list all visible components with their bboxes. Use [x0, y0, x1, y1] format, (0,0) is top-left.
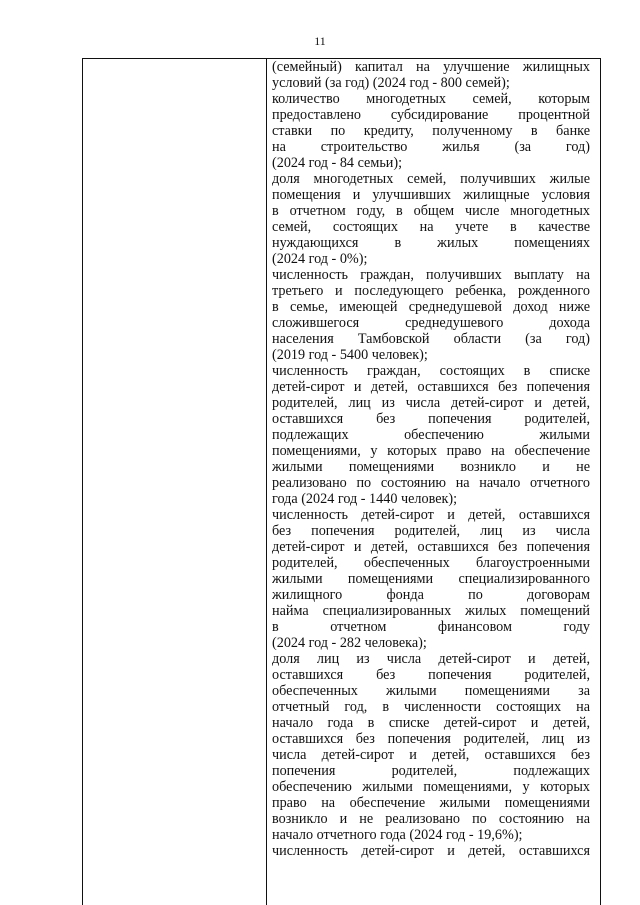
text-line: количество многодетных семей, которым	[272, 91, 590, 107]
text-line: возникло и не реализовано по состоянию на	[272, 811, 590, 827]
text-line: численность детей-сирот и детей, оставшихся	[272, 507, 590, 523]
text-line: попечения родителей, подлежащих	[272, 763, 590, 779]
text-line: помещениями, у которых право на обеспечение	[272, 443, 590, 459]
text-line: реализовано по состоянию на начало отчетного	[272, 475, 590, 491]
text-line: условий (за год) (2024 год - 800 семей);	[272, 75, 510, 91]
text-line: без попечения родителей, лиц из числа	[272, 523, 590, 539]
document-table	[82, 58, 601, 905]
text-line: отчетный год, в численности состоящих на	[272, 699, 590, 715]
text-line: оставшихся без попечения родителей,	[272, 411, 590, 427]
text-line: родителей, лиц из числа детей-сирот и детей,	[272, 395, 590, 411]
text-line: (2024 год - 0%);	[272, 251, 368, 267]
text-line: обеспечению жилыми помещениями, у которых	[272, 779, 590, 795]
text-line: сложившегося среднедушевого дохода	[272, 315, 590, 331]
table-left-column	[83, 59, 267, 905]
text-line: численность граждан, состоящих в списке	[272, 363, 590, 379]
text-line: на строительство жилья (за год)	[272, 139, 590, 155]
page-number: 11	[314, 34, 326, 48]
text-line: численность граждан, получивших выплату на	[272, 267, 590, 283]
text-line: третьего и последующего ребенка, рожденного	[272, 283, 590, 299]
text-line: (2024 год - 282 человека);	[272, 635, 427, 651]
table-right-column	[272, 59, 590, 905]
text-line: жилыми помещениями специализированного	[272, 571, 590, 587]
text-line: начало отчетного года (2024 год - 19,6%);	[272, 827, 523, 843]
text-line: семей, состоящих на учете в качестве	[272, 219, 590, 235]
text-line: найма специализированных жилых помещений	[272, 603, 590, 619]
text-line: в отчетном финансовом году	[272, 619, 590, 635]
text-line: право на обеспечение жилыми помещениями	[272, 795, 590, 811]
text-line: (2024 год - 84 семьи);	[272, 155, 403, 171]
text-line: предоставлено субсидирование процентной	[272, 107, 590, 123]
text-line: помещения и улучшивших жилищные условия	[272, 187, 590, 203]
text-line: детей-сирот и детей, оставшихся без попечения	[272, 539, 590, 555]
text-line: численность детей-сирот и детей, оставшихся	[272, 843, 590, 859]
text-line: оставшихся без попечения родителей, лиц из	[272, 731, 590, 747]
text-line: числа детей-сирот и детей, оставшихся без	[272, 747, 590, 763]
text-line: (2019 год - 5400 человек);	[272, 347, 428, 363]
text-line: в отчетном году, в общем числе многодетных	[272, 203, 590, 219]
text-line: нуждающихся в жилых помещениях	[272, 235, 590, 251]
text-line: начало года в списке детей-сирот и детей,	[272, 715, 590, 731]
text-line: ставки по кредиту, полученному в банке	[272, 123, 590, 139]
text-line: года (2024 год - 1440 человек);	[272, 491, 458, 507]
text-line: обеспеченных жилыми помещениями за	[272, 683, 590, 699]
text-line: оставшихся без попечения родителей,	[272, 667, 590, 683]
text-line: в семье, имеющей среднедушевой доход ниже	[272, 299, 590, 315]
text-line: населения Тамбовской области (за год)	[272, 331, 590, 347]
text-line: подлежащих обеспечению жилыми	[272, 427, 590, 443]
text-line: жилищного фонда по договорам	[272, 587, 590, 603]
text-line: доля многодетных семей, получивших жилые	[272, 171, 590, 187]
text-line: детей-сирот и детей, оставшихся без попечения	[272, 379, 590, 395]
text-line: родителей, обеспеченных благоустроенными	[272, 555, 590, 571]
text-line: доля лиц из числа детей-сирот и детей,	[272, 651, 590, 667]
text-line: (семейный) капитал на улучшение жилищных	[272, 59, 590, 75]
text-line: жилыми помещениями возникло и не	[272, 459, 590, 475]
